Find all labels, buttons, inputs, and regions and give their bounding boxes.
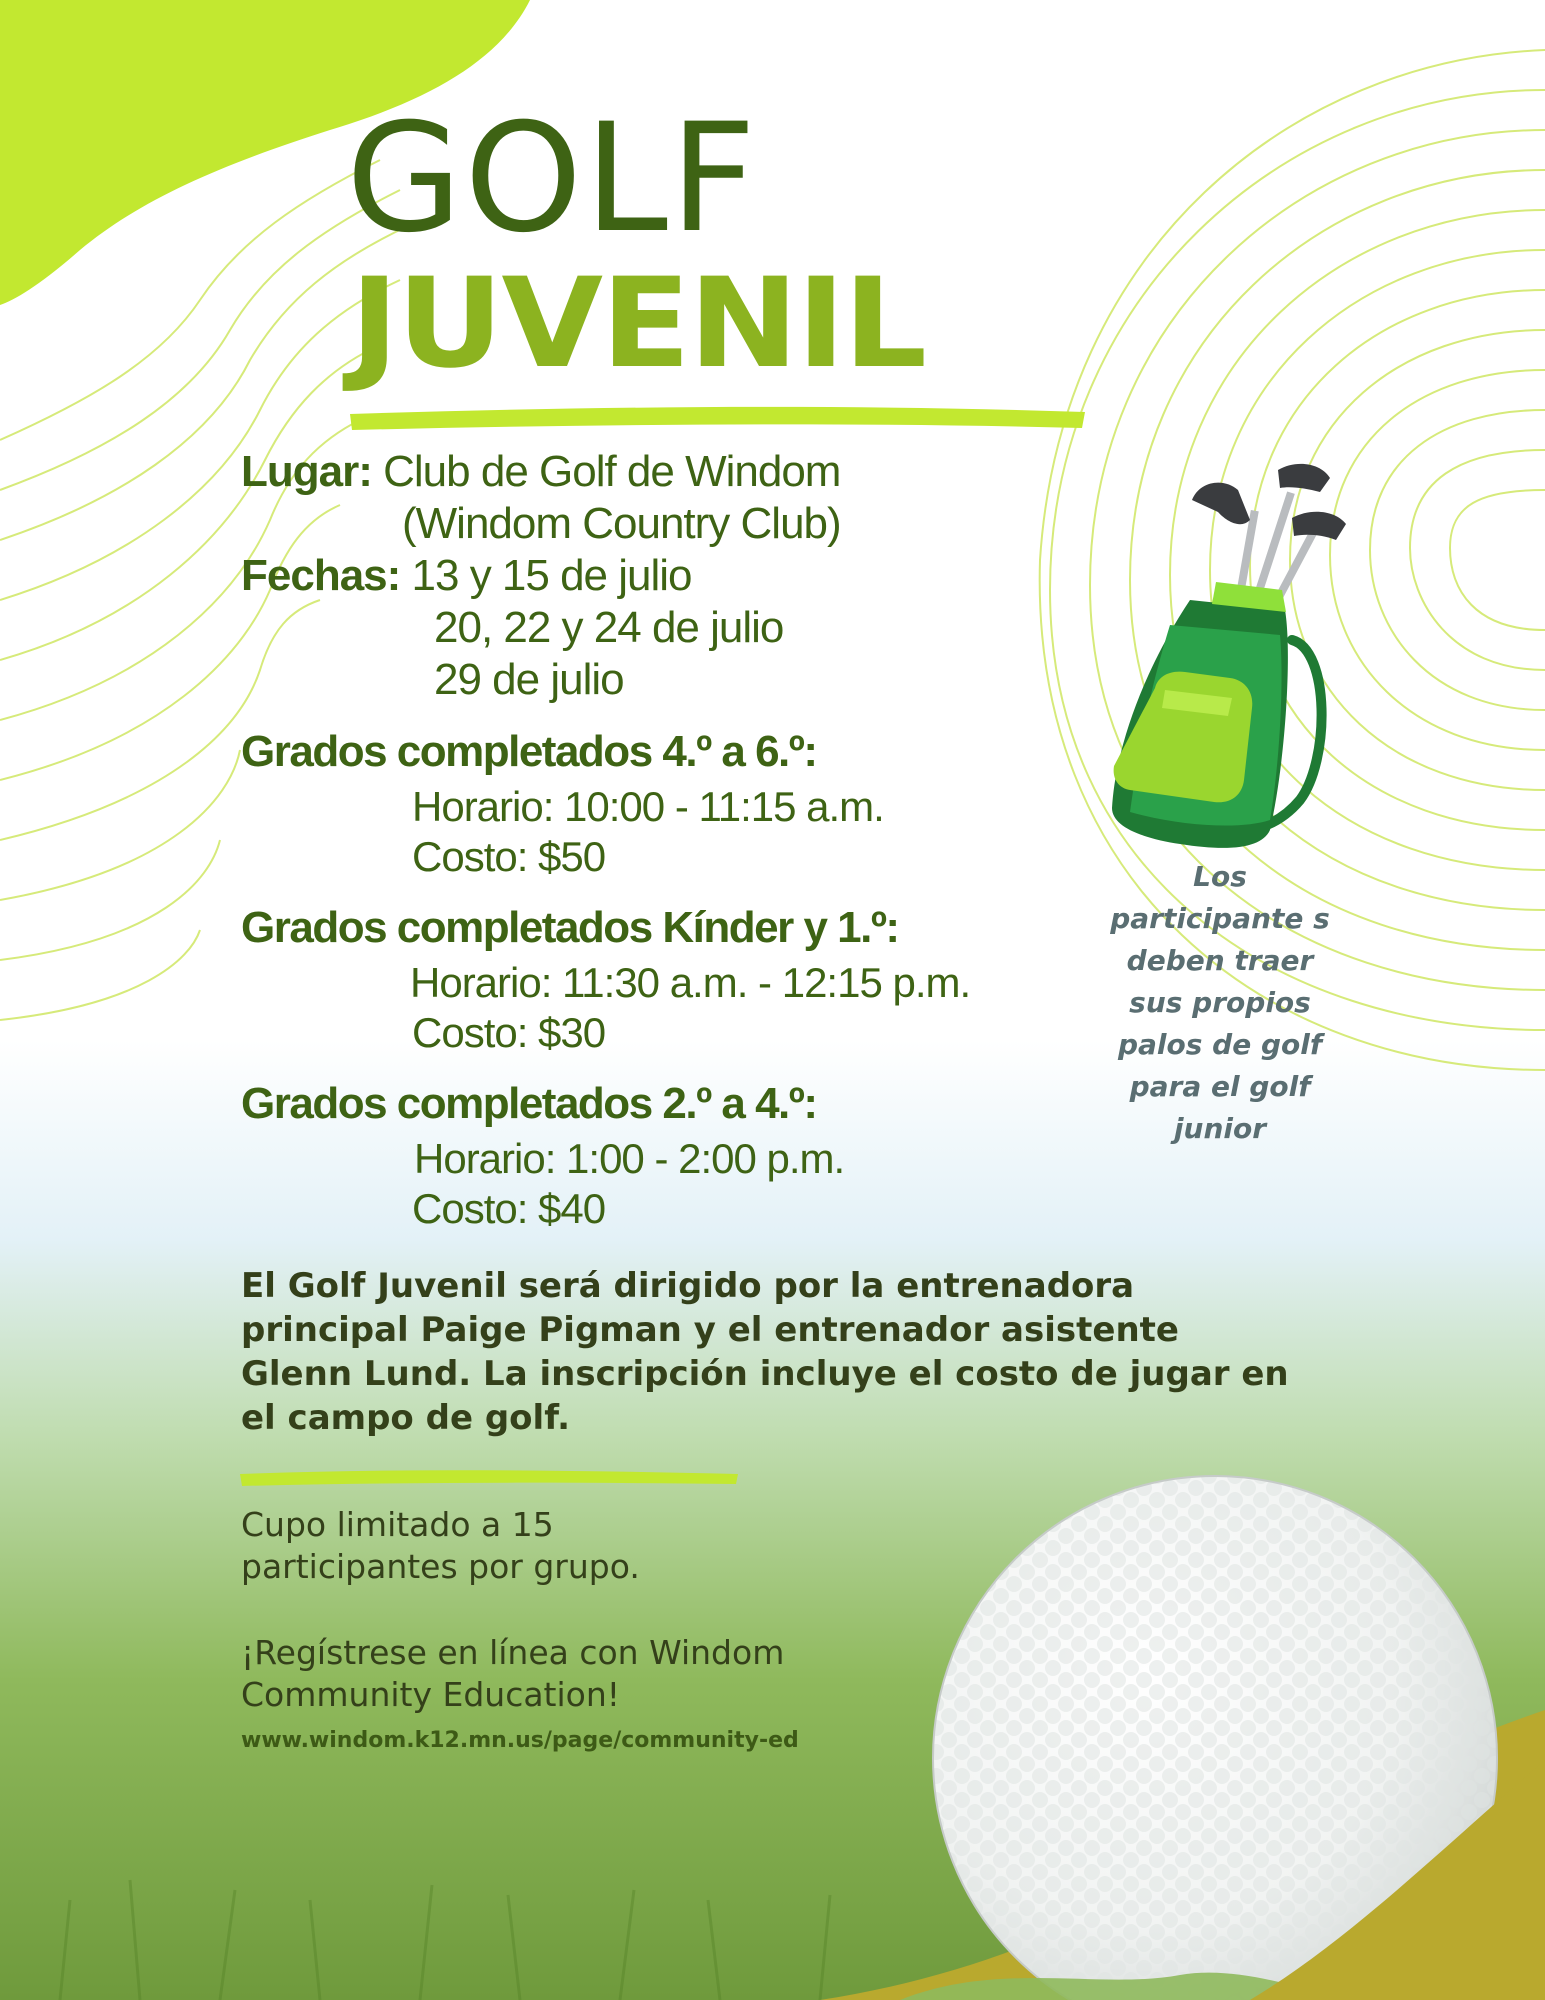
location-block [241,446,840,498]
side-note: Los participante s deben traer sus propios palos de golf para el golf junior [1110,860,1330,1145]
dates-line3: 29 de julio [434,655,624,704]
location-line1: Club de Golf de Windom [383,447,841,496]
dates-line2: 20, 22 y 24 de julio [434,603,784,652]
group-heading: Grados completados Kínder y 1.º: [241,903,899,952]
title-golf: GOLF [346,92,759,266]
dates-line1: 13 y 15 de julio [411,551,692,600]
capacity-note: Cupo limitado a 15 participantes por grupo. [241,1505,640,1586]
group-cost: Costo: $50 [412,833,606,880]
website-url[interactable]: www.windom.k12.mn.us/page/community-ed [241,1728,799,1753]
location-label: Lugar: [241,447,372,496]
dates-block [241,550,692,602]
register-note: ¡Regístrese en línea con Windom Community Education! [241,1633,785,1714]
group-heading: Grados completados 4.º a 6.º: [241,727,817,776]
location-line2: (Windom Country Club) [402,499,841,548]
title-juvenil: JUVENIL [350,252,925,396]
group-schedule: Horario: 10:00 - 11:15 a.m. [412,783,884,830]
golf-bag-icon [1112,464,1346,848]
dates-label: Fechas: [241,551,401,600]
group-schedule: Horario: 11:30 a.m. - 12:15 p.m. [410,959,971,1006]
group-schedule: Horario: 1:00 - 2:00 p.m. [414,1135,845,1182]
group-cost: Costo: $40 [412,1185,606,1232]
description-paragraph: El Golf Juvenil será dirigido por la entrenadora principal Paige Pigman y el entrenador asistente Glenn Lund. La inscripción incluye el costo de jugar en el campo de golf. [241,1266,1289,1438]
group-heading: Grados completados 2.º a 4.º: [241,1079,817,1128]
group-cost: Costo: $30 [412,1009,606,1056]
